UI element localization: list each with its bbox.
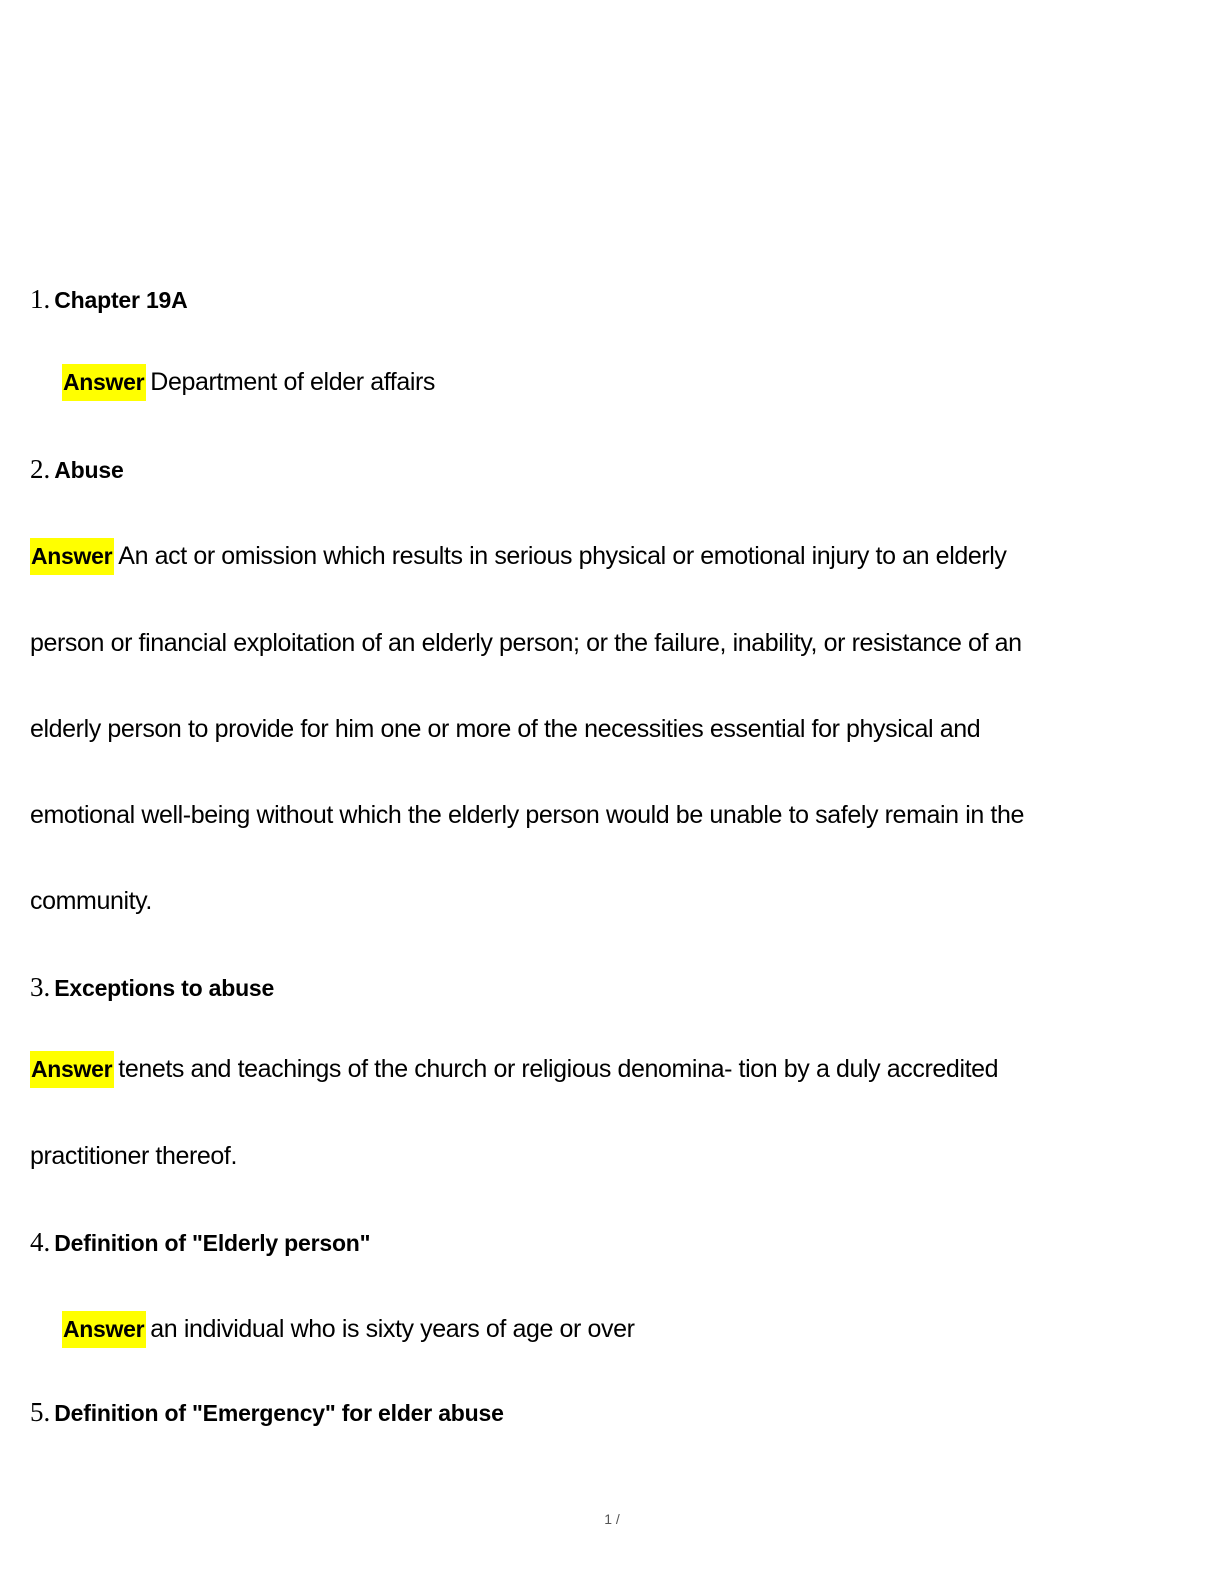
- question-number: 1.: [30, 284, 51, 314]
- question-number: 3.: [30, 972, 51, 1002]
- question-3: [30, 972, 274, 1003]
- answer-line: [62, 1311, 635, 1348]
- answer-label: Answer: [30, 538, 114, 575]
- answer-text: practitioner thereof.: [30, 1142, 237, 1170]
- answer-line: [30, 1051, 998, 1088]
- question-title: Exceptions to abuse: [54, 975, 275, 1001]
- answer-label: Answer: [30, 1051, 114, 1088]
- answer-text: elderly person to provide for him one or more of the necessities essential for physical and: [30, 715, 981, 743]
- question-number: 2.: [30, 454, 51, 484]
- answer-line: [30, 629, 1022, 658]
- question-2: [30, 454, 124, 485]
- question-title: Definition of "Elderly person": [54, 1230, 371, 1256]
- answer-text: community.: [30, 887, 152, 915]
- answer-label: Answer: [62, 364, 146, 401]
- question-number: 5.: [30, 1397, 51, 1427]
- answer-line: [62, 364, 435, 401]
- answer-label: Answer: [62, 1311, 146, 1348]
- question-title: Abuse: [54, 457, 124, 483]
- answer-text: person or financial exploitation of an elderly person; or the failure, inability, or resistance of an: [30, 629, 1022, 657]
- question-title: Chapter 19A: [54, 287, 188, 313]
- answer-text: Department of elder affairs: [150, 368, 436, 396]
- question-5: [30, 1397, 504, 1428]
- answer-text: an individual who is sixty years of age or over: [150, 1315, 635, 1343]
- answer-line: [30, 801, 1024, 830]
- page-indicator: 1 /: [604, 1511, 620, 1527]
- answer-text: emotional well-being without which the elderly person would be unable to safely remain in the: [30, 801, 1024, 829]
- answer-line: [30, 715, 980, 744]
- question-title: Definition of "Emergency" for elder abuse: [54, 1400, 504, 1426]
- answer-text: An act or omission which results in serious physical or emotional injury to an elderly: [118, 542, 1007, 570]
- answer-line: [30, 538, 1007, 575]
- question-1: [30, 284, 188, 315]
- answer-line: [30, 1142, 237, 1171]
- question-number: 4.: [30, 1227, 51, 1257]
- question-4: [30, 1227, 370, 1258]
- answer-text: tenets and teachings of the church or religious denomina- tion by a duly accredited: [118, 1055, 999, 1083]
- answer-line: [30, 887, 152, 916]
